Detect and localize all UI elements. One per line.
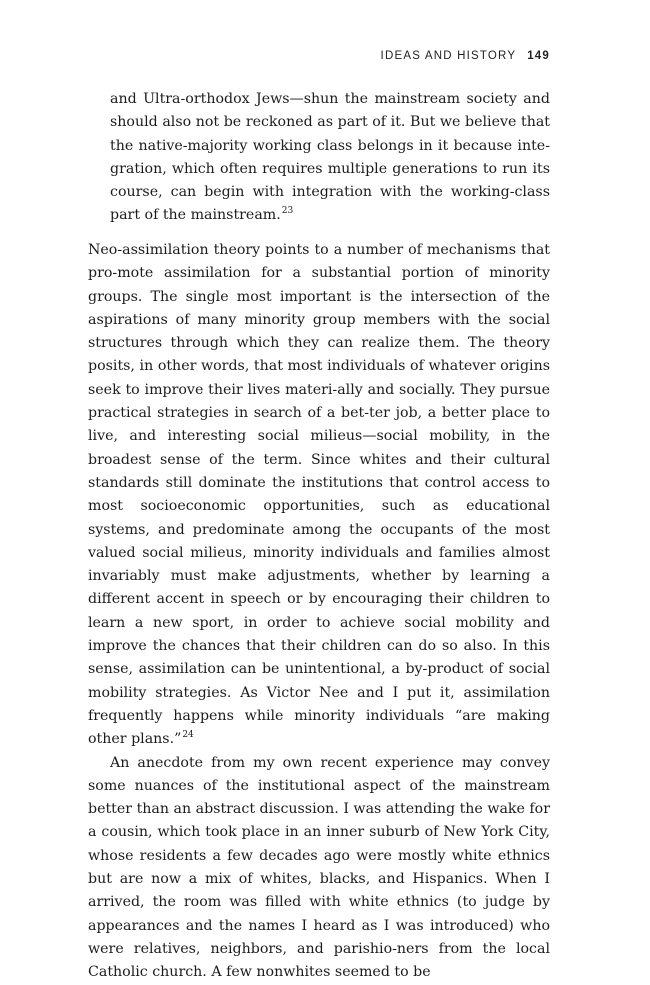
paragraph-neo-assimilation — [88, 239, 550, 752]
block-quote-text: and Ultra-orthodox Jews—shun the mainstream society and should also not be reckoned as part of it. But we believe that the native-majority working class belongs in it because inte-gration, which often requires multiple generations to run its course, can begin with integration with the working-class part of the mainstream. — [110, 91, 550, 224]
paragraph-anecdote — [88, 752, 550, 985]
running-head-title: IDEAS AND HISTORY — [380, 50, 517, 62]
footnote-ref-23: 23 — [281, 206, 294, 217]
paragraph-text: An anecdote from my own recent experience may convey some nuances of the institutional aspect of the mainstream better than an abstract discussion. I was attending the wake for a cousin, which took place in an inner suburb of New York City, whose residents a few decades ago were mostly white ethnics but are now a mix of whites, blacks, and Hispanics. When I arrived, the room was filled with white ethnics (to judge by appearances and the names I heard as I was introduced) who were relatives, neighbors, and parishio-ners from the local Catholic church. A few nonwhites seemed to be — [88, 754, 550, 981]
paragraph-text: Neo-assimilation theory points to a number of mechanisms that pro-mote assimilation for a substantial portion of minority groups. The single most important is the intersection of the aspirations of many minority group members with the social structures through which they can realize them. The theory posits, in other words, that most individuals of whatever origins seek to improve their lives materi-ally and socially. They pursue practical strategies in search of a bet-ter job, a better place to live, and interesting social milieus—social mobility, in the broadest sense of the term. Since whites and their cultural standards still dominate the institutions that control access to most socioeconomic opportunities, such as educational systems, and predominate among the occupants of the most valued social milieus, minority individuals and families almost invariably must make adjustments, whether by learning a different accent in speech or by encouraging their children to learn a new sport, in order to achieve social mobility and improve the chances that their children can do so also. In this sense, assimilation can be unintentional, a by-product of social mobility strategies. As Victor Nee and I put it, assimilation frequently happens while minority individuals “are making other plans.” — [88, 242, 550, 748]
body-text — [88, 239, 550, 985]
block-quote-paragraph — [110, 88, 550, 228]
page-number: 149 — [527, 50, 550, 62]
running-head — [381, 50, 550, 62]
block-quote — [110, 88, 550, 228]
footnote-ref-24: 24 — [182, 730, 194, 741]
